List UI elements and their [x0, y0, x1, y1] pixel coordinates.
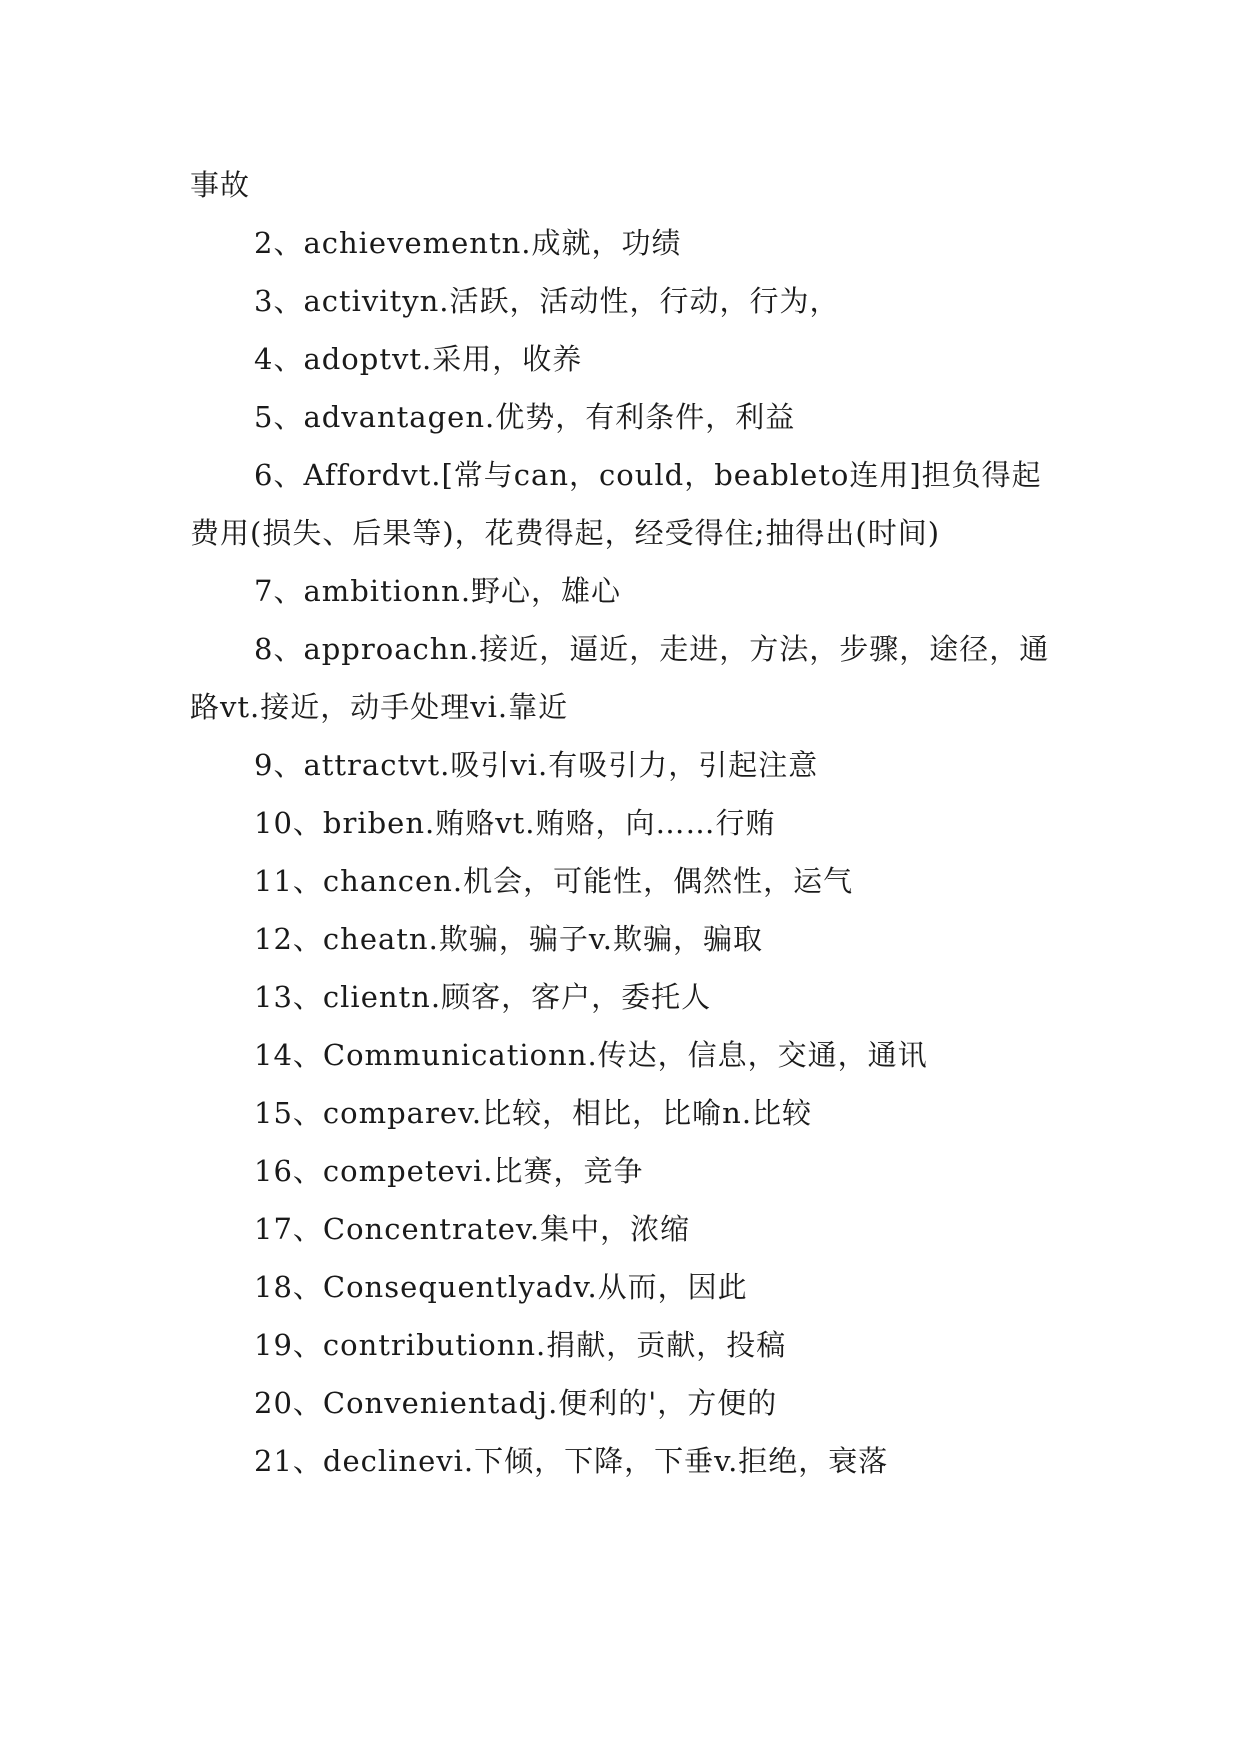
vocab-entry: 7、ambitionn.野心，雄心: [254, 574, 622, 608]
document-body: [190, 156, 1070, 1490]
vocab-entry: 13、clientn.顾客，客户，委托人: [254, 980, 712, 1014]
vocab-entry: 12、cheatn.欺骗，骗子v.欺骗，骗取: [254, 922, 763, 956]
vocab-entry: 15、comparev.比较，相比，比喻n.比较: [254, 1096, 813, 1130]
vocab-entry: 18、Consequentlyadv.从而，因此: [254, 1270, 748, 1304]
vocab-entry: 9、attractvt.吸引vi.有吸引力，引起注意: [254, 748, 819, 782]
vocab-entry: 16、competevi.比赛，竞争: [254, 1154, 644, 1188]
vocab-entry: 20、Convenientadj.便利的'，方便的: [254, 1386, 778, 1420]
vocab-entry: 10、briben.贿赂vt.贿赂，向……行贿: [254, 806, 776, 840]
vocab-entry: 21、declinevi.下倾，下降，下垂v.拒绝，衰落: [254, 1444, 889, 1478]
vocab-entry: 4、adoptvt.采用，收养: [254, 342, 583, 376]
vocab-entry: 2、achievementn.成就，功绩: [254, 226, 682, 260]
vocab-entry: 6、Affordvt.[常与can，could，beableto连用]担负得起费用(损失、后果等)，花费得起，经受得住;抽得出(时间): [190, 458, 1042, 550]
vocab-entry: 19、contributionn.捐献，贡献，投稿: [254, 1328, 787, 1362]
vocab-entry: 8、approachn.接近，逼近，走进，方法，步骤，途径，通路vt.接近，动手处理vi.靠近: [190, 632, 1050, 724]
vocab-entry: 5、advantagen.优势，有利条件，利益: [254, 400, 796, 434]
vocab-entry: 14、Communicationn.传达，信息，交通，通讯: [254, 1038, 928, 1072]
vocab-entry: 17、Concentratev.集中，浓缩: [254, 1212, 691, 1246]
paragraph-continuation: 事故: [190, 168, 251, 202]
vocab-entry: 11、chancen.机会，可能性，偶然性，运气: [254, 864, 854, 898]
vocab-entry: 3、activityn.活跃，活动性，行动，行为，: [254, 284, 840, 318]
